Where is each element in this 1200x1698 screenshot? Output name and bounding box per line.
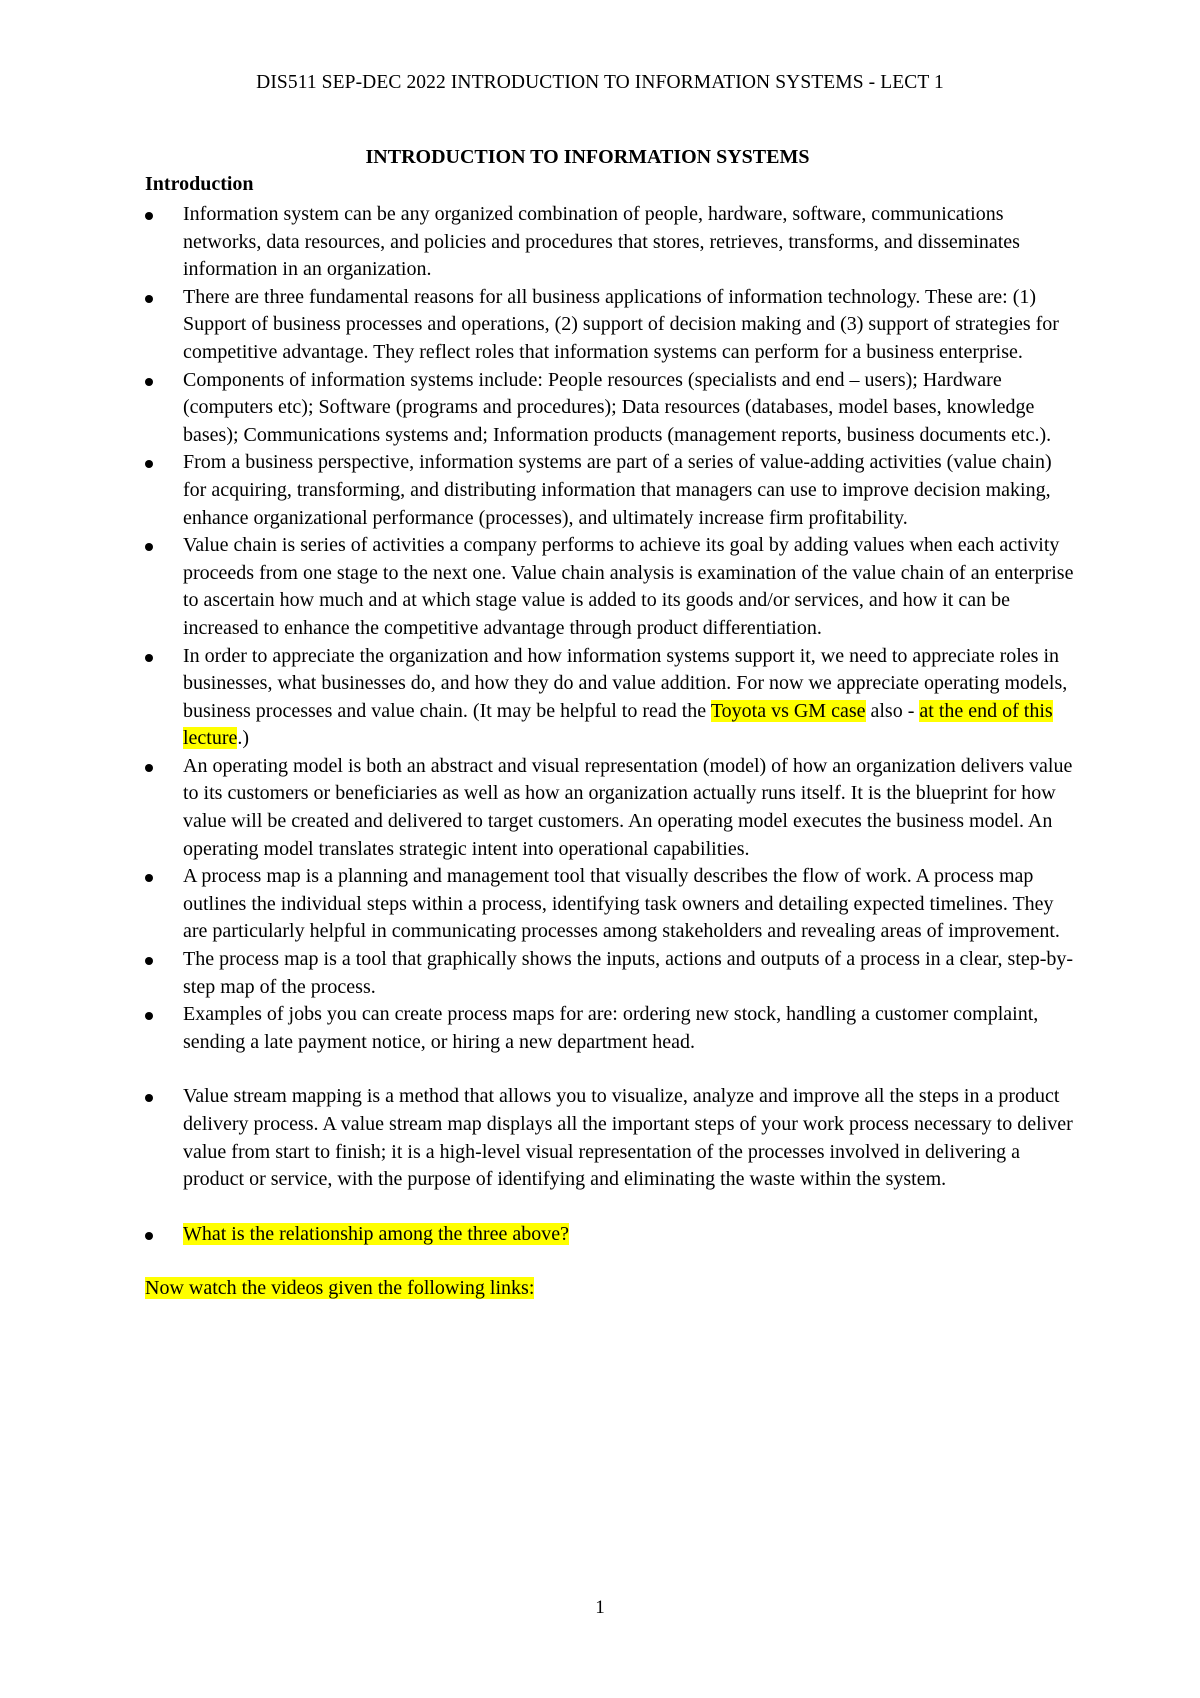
bullet-list	[145, 1083, 1075, 1193]
bullet-text: .)	[237, 727, 250, 750]
bullet-icon	[145, 543, 153, 551]
bullet-text: In order to appreciate the organization and how information systems support it, we need to appreciate roles in businesses, what businesses do, and how they do and value addition. For now we appreciate operating models, business processes and value chain. (It may be helpful to read the	[183, 644, 1068, 722]
bullet-icon	[145, 212, 153, 220]
list-item	[145, 1001, 1075, 1056]
bullet-icon	[145, 654, 153, 662]
bullet-icon	[145, 1012, 153, 1020]
list-item	[145, 643, 1075, 753]
bullet-text: The process map is a tool that graphically shows the inputs, actions and outputs of a process in a clear, step-by-step map of the process.	[183, 948, 1074, 998]
list-item	[145, 863, 1075, 946]
bullet-text: Value chain is series of activities a company performs to achieve its goal by adding values when each activity proceeds from one stage to the next one. Value chain analysis is examination of the value chain of an enterprise to ascertain how much and at which stage value is added to its goods and/or services, and how it can be increased to enhance the competitive advantage through product differentiation.	[183, 534, 1074, 639]
spacer	[145, 1194, 1075, 1221]
bullet-icon	[145, 764, 153, 772]
bullet-list	[145, 1221, 1075, 1249]
bullet-list	[145, 201, 1075, 1056]
list-item	[145, 201, 1075, 284]
bullet-text: Value stream mapping is a method that allows you to visualize, analyze and improve all the steps in a product delivery process. A value stream map displays all the important steps of your work process necessary to deliver value from start to finish; it is a high-level visual representation of the processes involved in delivering a product or service, with the purpose of identifying and eliminating the waste within the system.	[183, 1085, 1073, 1191]
bullet-icon	[145, 295, 153, 303]
running-header: DIS511 SEP-DEC 2022 INTRODUCTION TO INFORMATION SYSTEMS - LECT 1	[256, 72, 944, 93]
spacer	[145, 1248, 1075, 1275]
bullet-icon	[145, 1232, 153, 1240]
bullet-icon	[145, 378, 153, 386]
bullet-text: There are three fundamental reasons for all business applications of information technology. These are: (1) Support of business processes and operations, (2) support of decision making and (3) support of strategies for competitive advantage. They reflect roles that information systems can perform for a business enterprise.	[183, 285, 1059, 363]
bullet-text: also -	[865, 699, 920, 722]
bullet-icon	[145, 460, 153, 468]
list-item	[145, 532, 1075, 642]
list-item	[145, 753, 1075, 863]
spacer	[145, 1056, 1075, 1083]
list-item	[145, 1083, 1075, 1193]
list-item	[145, 1221, 1075, 1249]
list-item	[145, 946, 1075, 1001]
bullet-icon	[145, 1094, 153, 1102]
highlighted-question: What is the relationship among the three above?	[183, 1222, 569, 1245]
body-content	[145, 201, 1075, 1303]
highlighted-text-end-of-lecture: at the end of this lecture	[183, 699, 1053, 750]
list-item	[145, 367, 1075, 450]
bullet-text: An operating model is both an abstract and visual representation (model) of how an organization delivers value to its customers or beneficiaries as well as how an organization actually runs itself. It is the blueprint for how value will be created and delivered to target customers. An operating model executes the business model. An operating model translates strategic intent into operational capabilities.	[183, 754, 1073, 860]
bullet-text: A process map is a planning and management tool that visually describes the flow of work. A process map outlines the individual steps within a process, identifying task owners and detailing expected timelines. They are particularly helpful in communicating processes among stakeholders and revealing areas of improvement.	[183, 865, 1060, 943]
page-title: INTRODUCTION TO INFORMATION SYSTEMS	[365, 146, 810, 168]
page-number: 1	[595, 1597, 605, 1618]
section-heading: Introduction	[145, 173, 254, 195]
bullet-icon	[145, 874, 153, 882]
list-item	[145, 449, 1075, 532]
bullet-text: Components of information systems include: People resources (specialists and end – users); Hardware (computers etc); Software (programs and procedures); Data resources (databases, model bases, knowledge bases); Communications systems and; Information products (management reports, business documents etc.).	[183, 368, 1052, 446]
bullet-text: From a business perspective, information systems are part of a series of value-adding activities (value chain) for acquiring, transforming, and distributing information that managers can use to improve decision making, enhance organizational performance (processes), and ultimately increase firm profitability.	[183, 451, 1052, 529]
highlighted-text-toyota-case: Toyota vs GM case	[710, 699, 866, 722]
highlighted-closing-text: Now watch the videos given the following links:	[145, 1277, 535, 1300]
closing-line	[145, 1275, 1075, 1303]
list-item	[145, 284, 1075, 367]
bullet-text: Information system can be any organized combination of people, hardware, software, communications networks, data resources, and policies and procedures that stores, retrieves, transforms, and disseminates information in an organization.	[183, 203, 1020, 281]
bullet-icon	[145, 957, 153, 965]
bullet-text: Examples of jobs you can create process maps for are: ordering new stock, handling a customer complaint, sending a late payment notice, or hiring a new department head.	[183, 1003, 1039, 1053]
